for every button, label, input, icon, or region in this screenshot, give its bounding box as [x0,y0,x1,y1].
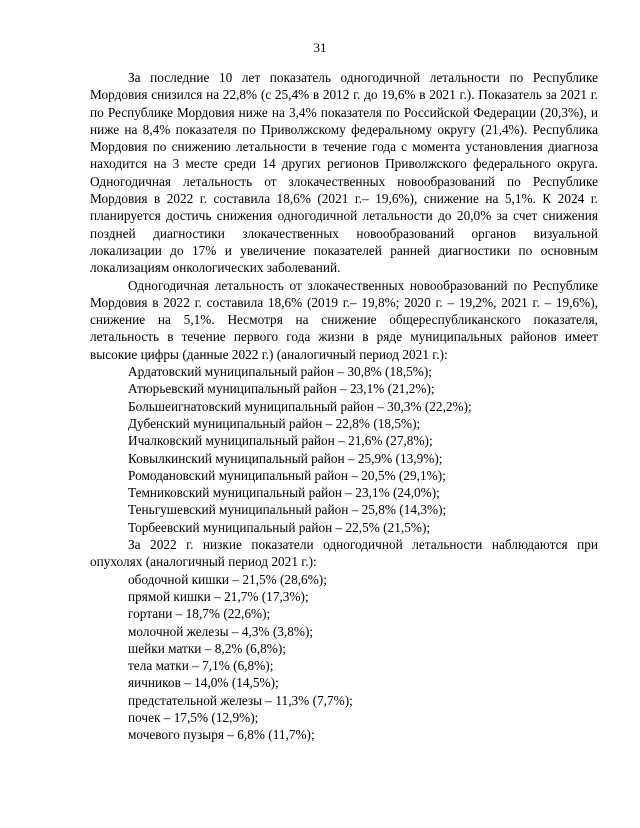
tumor-item: гортани – 18,7% (22,6%); [128,606,271,622]
district-item: Ардатовский муниципальный район – 30,8% (18,5%); [128,364,432,380]
tumor-item: ободочной кишки – 21,5% (28,6%); [128,571,327,587]
tumor-item: яичников – 14,0% (14,5%); [128,675,279,691]
district-list [90,363,598,536]
district-item: Теньгушевский муниципальный район – 25,8% (14,3%); [128,502,447,518]
district-item: Торбеевский муниципальный район – 22,5% (21,5%); [128,519,431,535]
district-item: Атюрьевский муниципальный район – 23,1% (21,2%); [128,381,435,397]
tumor-item: предстательной железы – 11,3% (7,7%); [128,692,353,708]
tumor-list [90,571,598,744]
district-item: Ичалковский муниципальный район – 21,6% (27,8%); [128,433,433,449]
tumor-item: почек – 17,5% (12,9%); [128,709,259,725]
district-item: Ковылкинский муниципальный район – 25,9% (13,9%); [128,450,443,466]
paragraph-mortality-decrease: За последние 10 лет показатель одногодичной летальности по Республике Мордовия снизился на 22,8% (с 25,4% в 2012 г. до 19,6% в 2021 г.). Показатель за 2021 г. по Республике Мордовия ниже на 3,4% показателя по Российской Федерации (20,3%), и ниже на 8,4% показателя по Приволжскому федеральному округу (21,4%). Республика Мордовия по снижению летальности в течение года с момента установления диагноза находится на 3 месте среди 14 других регионов Приволжского федерального округа. Одногодичная летальность от злокачественных новообразований по Республике Мордовия в 2022 г. составила 18,6% (2021 г.– 19,6%), снижение на 5,1%. К 2024 г. планируется достичь снижения одногодичной летальности до 20,0% за счет снижения поздней диагностики злокачественных новообразований органов визуальной локализации до 17% и увеличение показателей ранней диагностики по основным локализациям онкологических заболеваний. [90,70,598,276]
district-item: Большеигнатовский муниципальный район – 30,3% (22,2%); [128,398,472,414]
tumor-item: прямой кишки – 21,7% (17,3%); [128,588,309,604]
district-item: Ромодановский муниципальный район – 20,5% (29,1%); [128,467,446,483]
document-body [90,69,598,744]
tumor-item: мочевого пузыря – 6,8% (11,7%); [128,727,315,743]
tumor-item: шейки матки – 8,2% (6,8%); [128,640,286,656]
tumor-item: тела матки – 7,1% (6,8%); [128,658,274,674]
district-item: Темниковский муниципальный район – 23,1% (24,0%); [128,485,440,501]
paragraph-mortality-2022: Одногодичная летальность от злокачественных новообразований по Республике Мордовия в 2022 г. составила 18,6% (2019 г.– 19,8%; 2020 г. – 19,2%, 2021 г. – 19,6%), снижение на 5,1%. Несмотря на снижение общереспубликанского показателя, летальность в течение первого года жизни в ряде муниципальных районов имеет высокие цифры (данные 2022 г.) (аналогичный период 2021 г.): [90,277,598,362]
district-item: Дубенский муниципальный район – 22,8% (18,5%); [128,415,421,431]
page-number: 31 [313,40,327,55]
tumor-item: молочной железы – 4,3% (3,8%); [128,623,314,639]
paragraph-low-mortality: За 2022 г. низкие показатели одногодичной летальности наблюдаются при опухолях (аналогичный период 2021 г.): [90,537,598,570]
